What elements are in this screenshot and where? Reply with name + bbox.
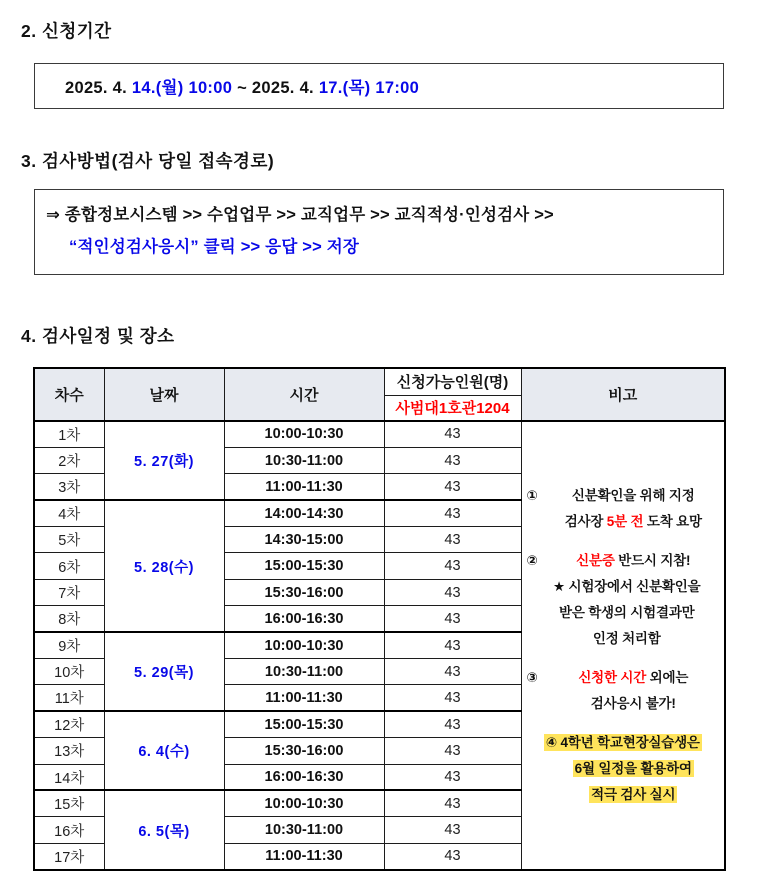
round-cell: 6차 bbox=[34, 553, 104, 579]
access-path-box bbox=[34, 189, 724, 275]
remark-text-highlighted: 적극 검사 실시 bbox=[591, 786, 676, 802]
date-cell: 5. 27(화) bbox=[104, 421, 224, 500]
item-number: ② bbox=[526, 552, 538, 568]
remark-text: 신분확인을 위해 지정 bbox=[571, 487, 695, 503]
capacity-cell: 43 bbox=[384, 817, 521, 843]
star-icon remark-text: ★ 시험장에서 신분확인을 bbox=[553, 578, 701, 594]
note-cell bbox=[521, 421, 725, 870]
capacity-cell: 43 bbox=[384, 764, 521, 790]
header-room: 사범대1호관1204 bbox=[384, 395, 521, 421]
header-round: 차수 bbox=[34, 368, 104, 421]
round-cell: 16차 bbox=[34, 817, 104, 843]
capacity-cell: 43 bbox=[384, 632, 521, 658]
item-number: ④ bbox=[545, 734, 561, 750]
remark-item-1 bbox=[522, 483, 725, 535]
time-cell: 10:30-11:00 bbox=[224, 447, 384, 473]
round-cell: 4차 bbox=[34, 500, 104, 526]
item-number: ① bbox=[526, 487, 538, 503]
capacity-cell: 43 bbox=[384, 843, 521, 869]
capacity-cell: 43 bbox=[384, 553, 521, 579]
table-header-row bbox=[34, 368, 725, 395]
date-cell: 6. 4(수) bbox=[104, 711, 224, 790]
capacity-cell: 43 bbox=[384, 711, 521, 737]
remark-item-4 bbox=[522, 730, 725, 808]
remark-text-red: 5분 전 bbox=[606, 513, 644, 529]
round-cell: 15차 bbox=[34, 790, 104, 816]
date-cell: 6. 5(목) bbox=[104, 790, 224, 869]
time-cell: 10:00-10:30 bbox=[224, 421, 384, 447]
capacity-cell: 43 bbox=[384, 659, 521, 685]
time-cell: 16:00-16:30 bbox=[224, 606, 384, 632]
round-cell: 10차 bbox=[34, 659, 104, 685]
time-cell: 16:00-16:30 bbox=[224, 764, 384, 790]
round-cell: 11차 bbox=[34, 685, 104, 711]
time-cell: 11:00-11:30 bbox=[224, 685, 384, 711]
section4-title: 4. 검사일정 및 장소 bbox=[21, 326, 175, 346]
remark-text: 받은 학생의 시험결과만 bbox=[558, 604, 695, 620]
section3-title: 3. 검사방법(검사 당일 접속경로) bbox=[21, 151, 275, 171]
remark-text: 인정 처리함 bbox=[592, 630, 661, 646]
capacity-cell: 43 bbox=[384, 790, 521, 816]
time-cell: 15:30-16:00 bbox=[224, 579, 384, 605]
time-cell: 11:00-11:30 bbox=[224, 474, 384, 500]
remark-text: 도착 요망 bbox=[643, 513, 702, 529]
schedule-table bbox=[33, 367, 726, 871]
remark-item-2 bbox=[522, 548, 725, 652]
time-cell: 15:00-15:30 bbox=[224, 553, 384, 579]
capacity-cell: 43 bbox=[384, 421, 521, 447]
remark-text-highlighted: 4학년 학교현장실습생은 bbox=[560, 734, 700, 750]
date-cell: 5. 29(목) bbox=[104, 632, 224, 711]
time-cell: 11:00-11:30 bbox=[224, 843, 384, 869]
application-period-box bbox=[34, 63, 724, 109]
capacity-cell: 43 bbox=[384, 500, 521, 526]
period-separator: ~ 2025. 4. bbox=[232, 79, 319, 97]
date-cell: 5. 28(수) bbox=[104, 500, 224, 632]
capacity-cell: 43 bbox=[384, 579, 521, 605]
capacity-cell: 43 bbox=[384, 738, 521, 764]
round-cell: 12차 bbox=[34, 711, 104, 737]
round-cell: 8차 bbox=[34, 606, 104, 632]
time-cell: 10:30-11:00 bbox=[224, 659, 384, 685]
remark-text-highlighted: 6월 일정을 활용하여 bbox=[574, 760, 692, 776]
round-cell: 3차 bbox=[34, 474, 104, 500]
remark-text: 검사응시 불가! bbox=[590, 695, 676, 711]
period-end-highlight: 17.(목) 17:00 bbox=[318, 79, 420, 97]
time-cell: 14:30-15:00 bbox=[224, 527, 384, 553]
header-time: 시간 bbox=[224, 368, 384, 421]
header-capacity: 신청가능인원(명) bbox=[384, 368, 521, 395]
remark-item-3 bbox=[522, 665, 725, 717]
remark-text: 반드시 지참! bbox=[614, 552, 691, 568]
period-start-highlight: 14.(월) 10:00 bbox=[131, 79, 233, 97]
time-cell: 10:00-10:30 bbox=[224, 632, 384, 658]
round-cell: 13차 bbox=[34, 738, 104, 764]
remark-text: 외에는 bbox=[646, 669, 689, 685]
time-cell: 14:00-14:30 bbox=[224, 500, 384, 526]
remark-text: 검사장 bbox=[564, 513, 607, 529]
round-cell: 5차 bbox=[34, 527, 104, 553]
remark-text-red: 신청한 시간 bbox=[578, 669, 647, 685]
header-note: 비고 bbox=[521, 368, 725, 421]
round-cell: 1차 bbox=[34, 421, 104, 447]
capacity-cell: 43 bbox=[384, 447, 521, 473]
time-cell: 10:00-10:30 bbox=[224, 790, 384, 816]
time-cell: 10:30-11:00 bbox=[224, 817, 384, 843]
time-cell: 15:00-15:30 bbox=[224, 711, 384, 737]
period-date-start-prefix: 2025. 4. bbox=[65, 79, 132, 97]
item-number: ③ bbox=[526, 669, 538, 685]
table-row bbox=[34, 421, 725, 447]
capacity-cell: 43 bbox=[384, 474, 521, 500]
remark-text-red: 신분증 bbox=[576, 552, 615, 568]
header-date: 날짜 bbox=[104, 368, 224, 421]
section2-title: 2. 신청기간 bbox=[21, 21, 112, 41]
remarks-list bbox=[522, 483, 725, 808]
round-cell: 9차 bbox=[34, 632, 104, 658]
capacity-cell: 43 bbox=[384, 606, 521, 632]
capacity-cell: 43 bbox=[384, 527, 521, 553]
capacity-cell: 43 bbox=[384, 685, 521, 711]
round-cell: 17차 bbox=[34, 843, 104, 869]
access-path-line: ⇒ 종합정보시스템 >> 수업업무 >> 교직업무 >> 교직적성·인성검사 >> bbox=[46, 206, 554, 224]
round-cell: 7차 bbox=[34, 579, 104, 605]
round-cell: 2차 bbox=[34, 447, 104, 473]
time-cell: 15:30-16:00 bbox=[224, 738, 384, 764]
round-cell: 14차 bbox=[34, 764, 104, 790]
access-action-line: “적인성검사응시” 클릭 >> 응답 >> 저장 bbox=[69, 238, 359, 256]
